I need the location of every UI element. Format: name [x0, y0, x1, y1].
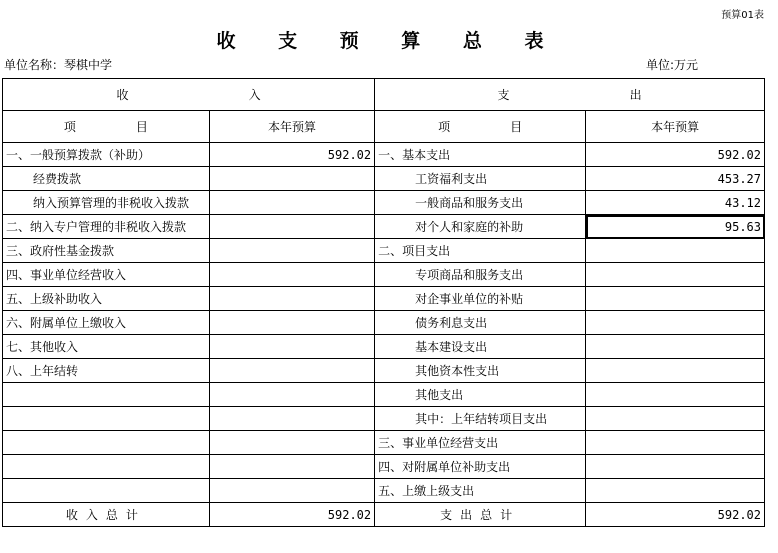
income-value-cell[interactable]: [209, 287, 374, 311]
income-item-cell[interactable]: [3, 479, 210, 503]
income-item-cell[interactable]: 一、一般预算拨款（补助）: [3, 143, 210, 167]
budget-table: [2, 78, 765, 527]
item-header-a: 项: [438, 120, 451, 134]
income-item-cell[interactable]: [3, 431, 210, 455]
expense-item-cell[interactable]: 五、上缴上级支出: [375, 479, 586, 503]
income-value-cell[interactable]: [209, 359, 374, 383]
income-total-value[interactable]: 592.02: [209, 503, 374, 527]
table-row: [3, 431, 765, 455]
item-header-b: 目: [135, 120, 148, 134]
income-item-cell[interactable]: 经费拨款: [3, 167, 210, 191]
income-value-cell[interactable]: [209, 311, 374, 335]
expense-value-cell[interactable]: [586, 455, 765, 479]
income-item-cell[interactable]: 纳入预算管理的非税收入拨款: [3, 191, 210, 215]
table-row: [3, 407, 765, 431]
expense-item-cell[interactable]: 三、事业单位经营支出: [375, 431, 586, 455]
expense-value-cell[interactable]: [586, 287, 765, 311]
table-row: [3, 359, 765, 383]
unit-label: 单位:万元: [646, 58, 699, 72]
income-header-a: 收: [116, 88, 129, 102]
expense-header-b: 出: [629, 88, 642, 102]
table-row: [3, 479, 765, 503]
income-item-cell[interactable]: [3, 383, 210, 407]
table-row: [3, 383, 765, 407]
expense-value-cell[interactable]: [586, 431, 765, 455]
income-value-cell[interactable]: [209, 431, 374, 455]
expense-header-a: 支: [497, 88, 510, 102]
income-value-cell[interactable]: [209, 335, 374, 359]
budget-header: 本年预算: [651, 120, 700, 134]
expense-value-cell[interactable]: [586, 335, 765, 359]
form-code: 预算01表: [721, 10, 764, 21]
expense-value-cell[interactable]: 592.02: [586, 143, 765, 167]
table-row: [3, 167, 765, 191]
income-budget-header[interactable]: [209, 111, 374, 143]
income-value-cell[interactable]: [209, 191, 374, 215]
expense-value-cell[interactable]: [586, 311, 765, 335]
expense-item-header[interactable]: [375, 111, 586, 143]
expense-item-cell[interactable]: 基本建设支出: [375, 335, 586, 359]
expense-value-cell[interactable]: [586, 359, 765, 383]
income-value-cell[interactable]: [209, 479, 374, 503]
income-header-cell[interactable]: [3, 79, 375, 111]
income-item-cell[interactable]: 八、上年结转: [3, 359, 210, 383]
section-header-row: [3, 79, 765, 111]
income-value-cell[interactable]: 592.02: [209, 143, 374, 167]
income-value-cell[interactable]: [209, 167, 374, 191]
expense-value-cell[interactable]: [586, 383, 765, 407]
expense-item-cell[interactable]: 其他资本性支出: [375, 359, 586, 383]
item-header-b: 目: [510, 120, 523, 134]
table-row: [3, 215, 765, 239]
income-item-cell[interactable]: 五、上级补助收入: [3, 287, 210, 311]
income-item-cell[interactable]: 四、事业单位经营收入: [3, 263, 210, 287]
expense-value-cell[interactable]: [586, 239, 765, 263]
table-row: [3, 263, 765, 287]
table-row: [3, 311, 765, 335]
item-header-a: 项: [63, 120, 76, 134]
income-item-header[interactable]: [3, 111, 210, 143]
expense-item-cell[interactable]: 工资福利支出: [375, 167, 586, 191]
income-value-cell[interactable]: [209, 455, 374, 479]
expense-budget-header[interactable]: [586, 111, 765, 143]
income-header-b: 入: [248, 88, 261, 102]
income-item-cell[interactable]: 三、政府性基金拨款: [3, 239, 210, 263]
expense-value-cell[interactable]: [586, 479, 765, 503]
expense-item-cell[interactable]: 对企事业单位的补贴: [375, 287, 586, 311]
expense-header-cell[interactable]: [375, 79, 765, 111]
income-value-cell[interactable]: [209, 263, 374, 287]
expense-item-cell[interactable]: 二、项目支出: [375, 239, 586, 263]
table-row: [3, 191, 765, 215]
expense-item-cell[interactable]: 专项商品和服务支出: [375, 263, 586, 287]
expense-item-cell[interactable]: 其他支出: [375, 383, 586, 407]
table-row: [3, 239, 765, 263]
expense-item-cell[interactable]: 对个人和家庭的补助: [375, 215, 586, 239]
table-row: [3, 335, 765, 359]
selected-cell[interactable]: 95.63: [586, 215, 765, 239]
column-header-row: [3, 111, 765, 143]
income-value-cell[interactable]: [209, 215, 374, 239]
income-value-cell[interactable]: [209, 383, 374, 407]
expense-item-cell[interactable]: 其中：上年结转项目支出: [375, 407, 586, 431]
expense-value-cell[interactable]: [586, 263, 765, 287]
income-value-cell[interactable]: [209, 407, 374, 431]
expense-item-cell[interactable]: 一般商品和服务支出: [375, 191, 586, 215]
expense-total-label[interactable]: 支出总计: [375, 503, 586, 527]
page-title: 收 支 预 算 总 表: [216, 30, 562, 52]
expense-item-cell[interactable]: 债务利息支出: [375, 311, 586, 335]
table-row: [3, 143, 765, 167]
expense-item-cell[interactable]: 四、对附属单位补助支出: [375, 455, 586, 479]
income-item-cell[interactable]: 七、其他收入: [3, 335, 210, 359]
income-item-cell[interactable]: [3, 407, 210, 431]
income-item-cell[interactable]: 二、纳入专户管理的非税收入拨款: [3, 215, 210, 239]
income-total-label[interactable]: 收入总计: [3, 503, 210, 527]
budget-header: 本年预算: [267, 120, 316, 134]
income-item-cell[interactable]: 六、附属单位上缴收入: [3, 311, 210, 335]
expense-total-value[interactable]: 592.02: [586, 503, 765, 527]
table-row: [3, 287, 765, 311]
unit-name: 单位名称：琴棋中学: [4, 58, 113, 72]
expense-value-cell[interactable]: [586, 407, 765, 431]
expense-value-cell[interactable]: 453.27: [586, 167, 765, 191]
table-row: [3, 455, 765, 479]
expense-item-cell[interactable]: 一、基本支出: [375, 143, 586, 167]
totals-row: [3, 503, 765, 527]
income-item-cell[interactable]: [3, 455, 210, 479]
expense-value-cell[interactable]: 43.12: [586, 191, 765, 215]
income-value-cell[interactable]: [209, 239, 374, 263]
